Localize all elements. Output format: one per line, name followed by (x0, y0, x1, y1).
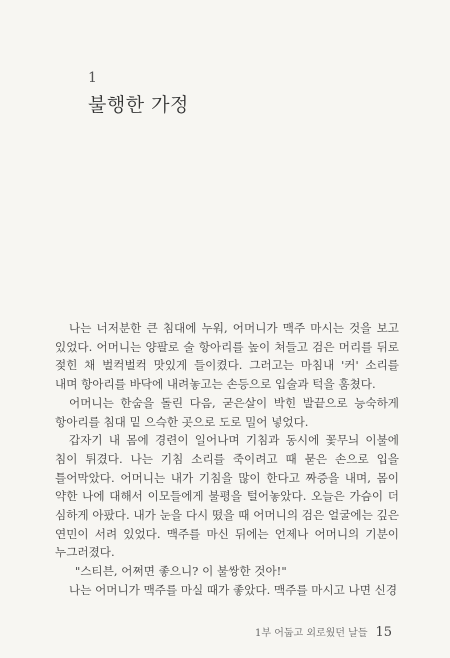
dialogue-line: "스티븐, 어쩌면 좋으니? 이 불쌍한 것아!" (75, 564, 287, 579)
chapter-number: 1 (88, 70, 97, 86)
paragraph: 나는 너저분한 큰 침대에 누워, 어머니가 맥주 마시는 것을 보고 있었다. 어머니는 양팔로 술 항아리를 높이 쳐들고 검은 머리를 뒤로 젖힌 채 벌컥벌컥 맛있게 들이켰다. 그러고는 마침내 '커' 소리를 내며 항아리를 바닥에 내려놓고는 손등으로 입술과 턱을 훔쳤다. (55, 321, 399, 392)
paragraph: 갑자기 내 몸에 경련이 일어나며 기침과 동시에 꽃무늬 이불에 침이 튀겼다. 나는 기침 소리를 죽이려고 때 묻은 손으로 입을 틀어막았다. 어머니는 내가 기침을 많이 한다고 짜증을 내며, 몸이 약한 나에 대해서 이모들에게 불평을 털어놓았다. 오늘은 가슴이 더 심하게 아팠다. 내가 눈을 다시 떴을 때 어머니의 검은 얼굴에는 깊은 연민이 서려 있었다. 맥주를 마신 뒤에는 언제나 어머니의 기분이 누그러졌다. (55, 433, 399, 560)
paragraph: 어머니는 한숨을 돌린 다음, 굳은살이 박힌 발끝으로 능숙하게 항아리를 침대 밑 으슥한 곳으로 도로 밀어 넣었다. (55, 395, 399, 429)
page-footer (255, 624, 435, 640)
running-head: 1부 어둡고 외로웠던 날들 (255, 628, 368, 639)
paragraph: 나는 어머니가 맥주를 마실 때가 좋았다. 맥주를 마시고 나면 신경 (69, 582, 398, 597)
body-text (55, 319, 399, 600)
page-number: 15 (375, 625, 393, 640)
chapter-title: 불행한 가정 (88, 94, 189, 116)
